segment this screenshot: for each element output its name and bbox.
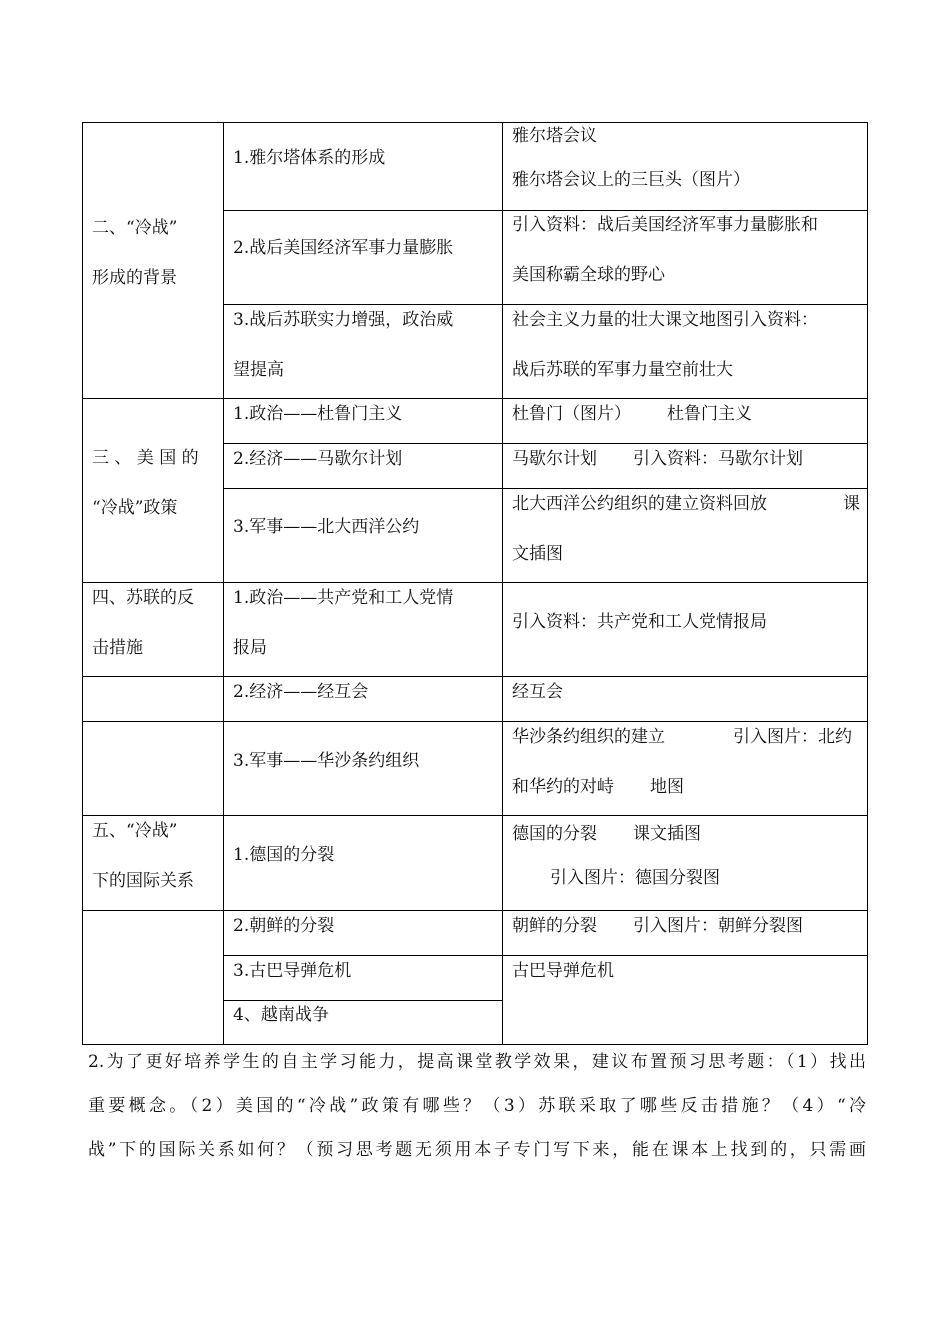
point-text: 报局 <box>233 638 267 658</box>
resource-text: 雅尔塔会议上的三巨头（图片） <box>512 170 750 190</box>
resource-text: 德国的分裂 <box>512 824 597 844</box>
point-text: 3.战后苏联实力增强，政治威 <box>233 310 454 330</box>
point-cuba <box>223 949 502 993</box>
heading-line: 三 、 美 国 的 <box>92 448 199 468</box>
resource-text: 文插图 <box>512 544 563 564</box>
resource-text: 北大西洋公约组织的建立资料回放 <box>512 494 767 514</box>
point-warsaw-pact <box>223 739 502 783</box>
section-heading-background <box>82 206 223 300</box>
resource-comecon <box>502 670 868 714</box>
resource-us-power <box>502 203 868 297</box>
heading-line: 五、“冷战” <box>92 821 178 841</box>
point-truman <box>223 392 502 436</box>
resource-cuba <box>502 949 868 993</box>
resource-warsaw-pact <box>502 715 868 809</box>
resource-korea <box>502 904 868 948</box>
preview-questions-paragraph <box>88 1040 866 1172</box>
section-heading-international <box>82 809 223 903</box>
resource-text: 古巴导弹危机 <box>512 961 614 981</box>
point-us-power <box>223 226 502 270</box>
resource-text: 引入图片：北约 <box>733 727 852 747</box>
heading-line: “冷战”政策 <box>92 498 178 518</box>
resource-text: 杜鲁门（图片） <box>512 404 631 424</box>
heading-line: 形成的背景 <box>92 268 177 288</box>
point-text: 1.政治——杜鲁门主义 <box>233 404 403 424</box>
resource-text: 课文插图 <box>633 824 701 844</box>
resource-text: 雅尔塔会议 <box>512 126 597 146</box>
resource-text: 引入图片：德国分裂图 <box>550 868 720 888</box>
resource-germany <box>502 812 868 900</box>
point-text: 1.德国的分裂 <box>233 845 335 865</box>
resource-text: 朝鲜的分裂 <box>512 916 597 936</box>
point-cominform <box>223 576 502 670</box>
point-germany <box>223 833 502 877</box>
resource-text: 引入资料：战后美国经济军事力量膨胀和 <box>512 215 818 235</box>
resource-text: 华沙条约组织的建立 <box>512 727 665 747</box>
point-text: 2.战后美国经济军事力量膨胀 <box>233 238 454 258</box>
point-text: 2.经济——经互会 <box>233 682 369 702</box>
resource-yalta <box>502 114 868 202</box>
resource-text: 课 <box>843 494 860 514</box>
point-text: 1.政治——共产党和工人党情 <box>233 588 454 608</box>
resource-text: 引入图片：朝鲜分裂图 <box>633 916 803 936</box>
point-ussr-power <box>223 298 502 392</box>
point-yalta-system <box>223 136 502 180</box>
heading-line: 下的国际关系 <box>92 871 194 891</box>
paragraph-line: 重要概念。（2）美国的“冷战”政策有哪些？（3）苏联采取了哪些反击措施？（4）“冷 <box>88 1096 866 1116</box>
heading-line: 击措施 <box>92 638 143 658</box>
point-text: 3.军事——华沙条约组织 <box>233 751 420 771</box>
point-text: 3.古巴导弹危机 <box>233 961 352 981</box>
resource-ussr-power <box>502 298 868 392</box>
resource-text: 杜鲁门主义 <box>667 404 752 424</box>
resource-nato <box>502 482 868 576</box>
resource-marshall <box>502 437 868 481</box>
resource-text: 地图 <box>650 777 684 797</box>
point-text: 4、越南战争 <box>233 1005 329 1025</box>
paragraph-line: 2.为了更好培养学生的自主学习能力，提高课堂教学效果，建议布置预习思考题：（1）找出 <box>88 1052 866 1072</box>
paragraph-line: 战”下的国际关系如何？（预习思考题无须用本子专门写下来，能在课本上找到的，只需画 <box>88 1140 866 1160</box>
point-text: 2.经济——马歇尔计划 <box>233 449 403 469</box>
resource-text: 美国称霸全球的野心 <box>512 265 665 285</box>
resource-text: 社会主义力量的壮大课文地图引入资料： <box>512 310 818 330</box>
point-comecon <box>223 670 502 714</box>
resource-text: 战后苏联的军事力量空前壮大 <box>512 360 733 380</box>
section-heading-ussr-response <box>82 576 223 670</box>
heading-line: 四、苏联的反 <box>92 588 194 608</box>
resource-text: 引入资料：共产党和工人党情报局 <box>512 612 767 632</box>
point-text: 2.朝鲜的分裂 <box>233 916 335 936</box>
resource-text: 引入资料：马歇尔计划 <box>633 449 803 469</box>
point-vietnam <box>223 993 502 1037</box>
resource-truman <box>502 392 868 436</box>
point-marshall <box>223 437 502 481</box>
resource-text: 马歇尔计划 <box>512 449 597 469</box>
resource-text: 经互会 <box>512 682 563 702</box>
heading-line: 二、“冷战” <box>92 218 178 238</box>
point-korea <box>223 904 502 948</box>
point-text: 望提高 <box>233 360 284 380</box>
section-heading-us-policy <box>82 436 223 530</box>
point-nato <box>223 505 502 549</box>
point-text: 3.军事——北大西洋公约 <box>233 517 420 537</box>
point-text: 1.雅尔塔体系的形成 <box>233 148 386 168</box>
resource-text: 和华约的对峙 <box>512 777 614 797</box>
resource-cominform <box>502 600 868 644</box>
